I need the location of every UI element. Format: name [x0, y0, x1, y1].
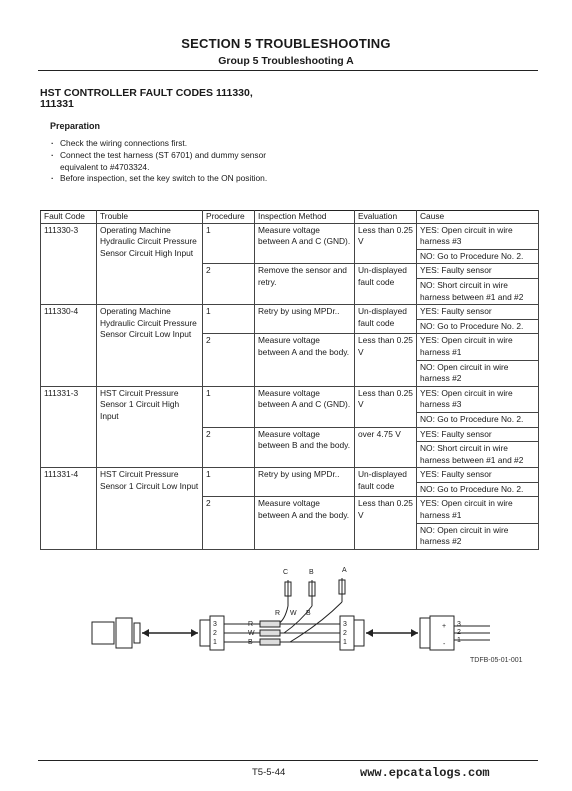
pin-number: 2 — [457, 629, 461, 636]
column-header: Procedure — [203, 211, 255, 224]
column-header: Cause — [417, 211, 539, 224]
inspection-cell: Measure voltage between A and C (GND). — [255, 223, 355, 264]
trouble-cell: HST Circuit Pressure Sensor 1 Circuit High Input — [97, 386, 203, 468]
page-number: T5-5-44 — [252, 767, 286, 778]
preparation-item: · Connect the test harness (ST 6701) and dummy sensor equivalent to #4703324. — [50, 150, 280, 174]
cause-cell: YES: Open circuit in wire harness #1 — [417, 497, 539, 523]
pin-number: 1 — [343, 639, 347, 646]
pin-number: 2 — [343, 630, 347, 637]
arrow-head-left — [366, 629, 373, 637]
cause-cell: NO: Go to Procedure No. 2. — [417, 249, 539, 264]
cause-cell: NO: Go to Procedure No. 2. — [417, 319, 539, 334]
inspection-cell: Retry by using MPDr.. — [255, 305, 355, 334]
plus-sign: + — [442, 623, 447, 630]
pin-number: 1 — [457, 637, 461, 644]
pin-number: 3 — [213, 621, 217, 628]
cause-cell: NO: Short circuit in wire harness between #1 and #2 — [417, 442, 539, 468]
procedure-cell: 2 — [203, 264, 255, 305]
cause-cell: YES: Faulty sensor — [417, 305, 539, 320]
pin-number: 1 — [213, 639, 217, 646]
inspection-cell: Measure voltage between B and the body. — [255, 427, 355, 468]
splice-sleeve — [260, 621, 280, 627]
page-title-line-2: 111331 — [40, 98, 74, 110]
page-title-line-1: HST CONTROLLER FAULT CODES 111330, — [40, 87, 253, 99]
trouble-cell: Operating Machine Hydraulic Circuit Pressure Sensor Circuit Low Input — [97, 305, 203, 387]
header-divider — [38, 70, 538, 71]
controller-connector — [430, 616, 454, 650]
evaluation-cell: Less than 0.25 V — [355, 334, 417, 386]
arrow-head-right — [191, 629, 198, 637]
table-row — [41, 386, 539, 412]
fault-code-cell: 111330-4 — [41, 305, 97, 387]
splice-sleeve — [260, 630, 280, 636]
evaluation-cell: Un-displayed fault code — [355, 264, 417, 305]
evaluation-cell: Less than 0.25 V — [355, 497, 417, 549]
splice-sleeve — [260, 639, 280, 645]
fault-code-cell: 111331-3 — [41, 386, 97, 468]
table-row — [41, 223, 539, 249]
inspection-cell: Measure voltage between A and C (GND). — [255, 386, 355, 427]
wire-label-b: B — [306, 610, 311, 617]
column-header: Trouble — [97, 211, 203, 224]
evaluation-cell: Less than 0.25 V — [355, 223, 417, 264]
cause-cell: NO: Go to Procedure No. 2. — [417, 482, 539, 497]
wire-label-w: W — [248, 630, 255, 637]
cause-cell: YES: Open circuit in wire harness #3 — [417, 386, 539, 412]
cause-cell: YES: Open circuit in wire harness #3 — [417, 223, 539, 249]
evaluation-cell: over 4.75 V — [355, 427, 417, 468]
procedure-cell: 1 — [203, 305, 255, 334]
evaluation-cell: Un-displayed fault code — [355, 468, 417, 497]
trouble-cell: Operating Machine Hydraulic Circuit Pressure Sensor Circuit High Input — [97, 223, 203, 305]
preparation-heading: Preparation — [50, 121, 101, 131]
cause-cell: YES: Faulty sensor — [417, 264, 539, 279]
procedure-cell: 2 — [203, 497, 255, 549]
section-title: SECTION 5 TROUBLESHOOTING — [181, 36, 391, 51]
page-title — [40, 88, 320, 110]
watermark: www.epcatalogs.com — [360, 766, 490, 780]
preparation-item: · Before inspection, set the key switch to the ON position. — [50, 173, 280, 185]
column-header: Evaluation — [355, 211, 417, 224]
probe-label-c: C — [283, 569, 289, 576]
procedure-cell: 2 — [203, 427, 255, 468]
cause-cell: NO: Open circuit in wire harness #2 — [417, 523, 539, 549]
preparation-item: · Check the wiring connections first. — [50, 138, 280, 150]
probe-label-a: A — [342, 567, 347, 574]
minus-sign: - — [443, 641, 446, 648]
harness-connector-right-cap — [354, 620, 364, 646]
table-header-row — [41, 211, 539, 224]
pin-number: 3 — [343, 621, 347, 628]
fault-code-table — [40, 210, 539, 550]
procedure-cell: 1 — [203, 386, 255, 427]
wire-label-w: W — [290, 610, 297, 617]
group-title: Group 5 Troubleshooting A — [218, 55, 354, 67]
table-row — [41, 468, 539, 483]
cause-cell: YES: Faulty sensor — [417, 468, 539, 483]
wire-label-r: R — [275, 610, 281, 617]
procedure-cell: 1 — [203, 468, 255, 497]
controller-connector-cap — [420, 618, 430, 648]
pin-number: 2 — [213, 630, 217, 637]
inspection-cell: Retry by using MPDr.. — [255, 468, 355, 497]
footer-divider — [38, 760, 538, 761]
sensor-collar — [116, 618, 132, 648]
cause-cell: NO: Short circuit in wire harness between #1 and #2 — [417, 278, 539, 304]
evaluation-cell: Un-displayed fault code — [355, 305, 417, 334]
probe-label-b: B — [309, 569, 314, 576]
preparation-list — [50, 138, 280, 185]
column-header: Inspection Method — [255, 211, 355, 224]
trouble-cell: HST Circuit Pressure Sensor 1 Circuit Low Input — [97, 468, 203, 550]
fault-code-cell: 111330-3 — [41, 223, 97, 305]
table-row — [41, 305, 539, 320]
wire-label-b: B — [248, 639, 253, 646]
cause-cell: YES: Open circuit in wire harness #1 — [417, 334, 539, 360]
figure-code: TDFB-05-01-001 — [470, 657, 523, 664]
harness-connector-left-cap — [200, 620, 210, 646]
arrow-head-right — [411, 629, 418, 637]
inspection-cell: Measure voltage between A and the body. — [255, 497, 355, 549]
pin-number: 3 — [457, 621, 461, 628]
cause-cell: NO: Go to Procedure No. 2. — [417, 412, 539, 427]
wiring-diagram — [80, 560, 500, 660]
inspection-cell: Measure voltage between A and the body. — [255, 334, 355, 386]
cause-cell: NO: Open circuit in wire harness #2 — [417, 360, 539, 386]
cause-cell: YES: Faulty sensor — [417, 427, 539, 442]
column-header: Fault Code — [41, 211, 97, 224]
procedure-cell: 1 — [203, 223, 255, 264]
fault-code-cell: 111331-4 — [41, 468, 97, 550]
arrow-head-left — [142, 629, 149, 637]
sensor-tip — [134, 623, 140, 643]
procedure-cell: 2 — [203, 334, 255, 386]
sensor-body — [92, 622, 114, 644]
inspection-cell: Remove the sensor and retry. — [255, 264, 355, 305]
evaluation-cell: Less than 0.25 V — [355, 386, 417, 427]
wire-label-r: R — [248, 621, 254, 628]
